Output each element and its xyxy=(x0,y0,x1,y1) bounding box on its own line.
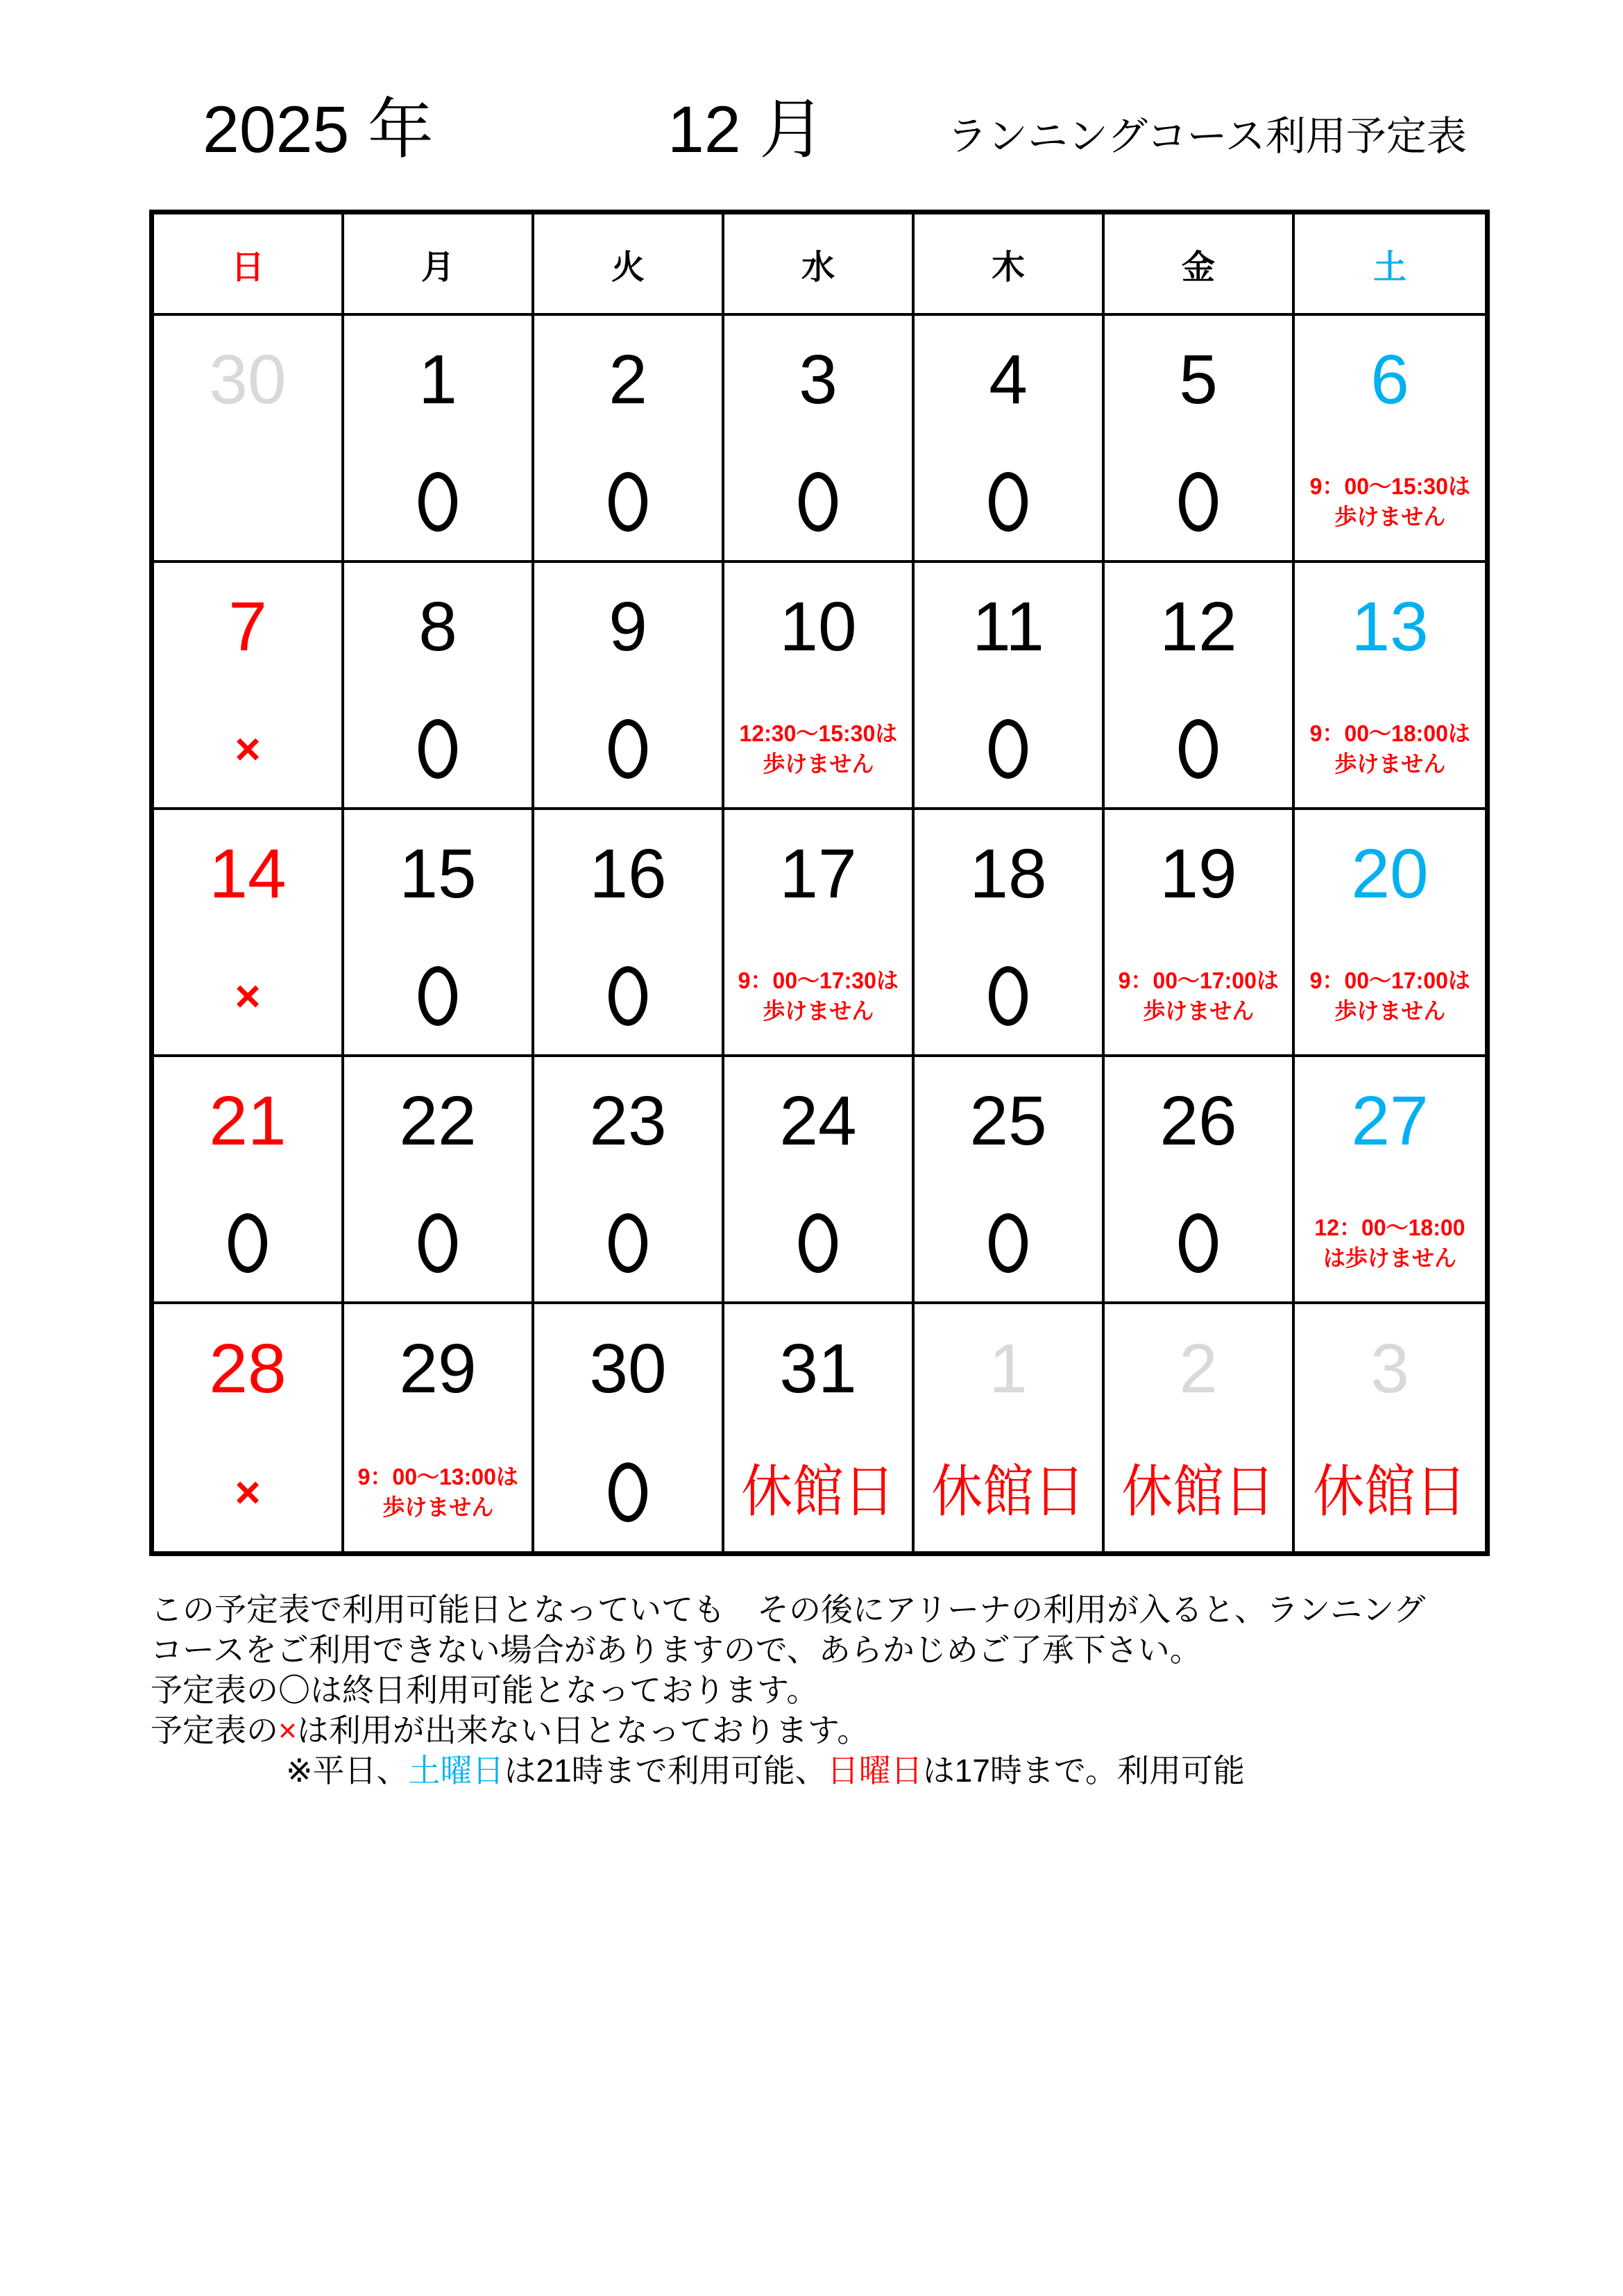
closed-day-label: 休館日 xyxy=(1313,1460,1467,1523)
date-number: 22 xyxy=(399,1081,477,1160)
date-number: 21 xyxy=(209,1081,287,1160)
day-cell xyxy=(344,316,534,563)
restricted-hours-note: 9：00～17:00は 歩けません xyxy=(1309,967,1470,1024)
date-number: 9 xyxy=(609,587,647,666)
day-cell xyxy=(1295,1304,1485,1551)
date-number: 29 xyxy=(399,1329,477,1408)
unavailable-cross-mark: × xyxy=(235,1467,261,1517)
mark-closed xyxy=(1295,1433,1485,1551)
unavailable-cross-mark: × xyxy=(235,970,261,1021)
mark-restricted xyxy=(724,937,912,1054)
date-number: 1 xyxy=(989,1329,1028,1408)
hours-note-segment: ※平日、 xyxy=(286,1753,409,1789)
date-number: 11 xyxy=(972,587,1044,666)
hours-note-segment: は21時まで利用可能、 xyxy=(504,1753,827,1789)
available-circle-mark xyxy=(799,1213,838,1273)
day-cell xyxy=(154,1057,344,1304)
unavailable-cross-mark: × xyxy=(235,723,261,774)
mark-available xyxy=(154,1184,341,1301)
footer-notes xyxy=(151,1589,1538,1791)
notice-line-2: コースをご利用できない場合がありますので、あらかじめご了承下さい。 xyxy=(151,1632,1202,1668)
date-number: 13 xyxy=(1351,587,1429,666)
mark-available xyxy=(344,443,532,560)
mark-available xyxy=(534,690,722,807)
date-number: 8 xyxy=(418,587,457,666)
legend-cross-line xyxy=(151,1712,869,1748)
mark-restricted xyxy=(724,690,912,807)
date-number: 16 xyxy=(589,834,667,913)
mark-restricted xyxy=(1295,690,1485,807)
date-number: 1 xyxy=(418,340,457,419)
date-number: 7 xyxy=(228,587,267,666)
date-number: 30 xyxy=(589,1329,667,1408)
mark-available xyxy=(534,1433,722,1551)
weekday-header-土: 土 xyxy=(1295,214,1485,316)
restricted-hours-note: 12:30～15:30は 歩けません xyxy=(739,720,897,777)
available-circle-mark xyxy=(418,1213,457,1273)
weekday-header-月: 月 xyxy=(344,214,534,316)
legend-circle-line: 予定表の〇は終日利用可能となっております。 xyxy=(151,1672,819,1708)
mark-unavailable xyxy=(154,937,341,1054)
hours-note-segment: 土曜日 xyxy=(408,1753,504,1789)
day-cell xyxy=(1105,810,1295,1057)
day-cell xyxy=(534,316,724,563)
closed-day-label: 休館日 xyxy=(931,1460,1085,1523)
date-number: 10 xyxy=(779,587,857,666)
mark-restricted xyxy=(1295,1184,1485,1301)
weekday-header-水: 水 xyxy=(724,214,915,316)
mark-available xyxy=(1105,443,1292,560)
available-circle-mark xyxy=(228,1213,267,1273)
available-circle-mark xyxy=(1179,1213,1218,1273)
day-cell xyxy=(1295,316,1485,563)
mark-available xyxy=(344,937,532,1054)
restricted-hours-note: 12：00～18:00 は歩けません xyxy=(1314,1214,1465,1271)
mark-restricted xyxy=(1295,937,1485,1054)
date-number: 3 xyxy=(799,340,838,419)
weekday-header-火: 火 xyxy=(534,214,724,316)
calendar-table xyxy=(149,210,1490,1556)
weekday-header-日: 日 xyxy=(154,214,344,316)
available-circle-mark xyxy=(418,472,457,532)
date-number: 2 xyxy=(609,340,647,419)
legend-cross-symbol: × xyxy=(278,1712,297,1748)
mark-restricted xyxy=(1105,937,1292,1054)
mark-closed xyxy=(1105,1433,1292,1551)
date-number: 19 xyxy=(1159,834,1237,913)
date-number: 14 xyxy=(209,834,287,913)
day-cell xyxy=(724,1057,915,1304)
notice-line-1: この予定表で利用可能日となっていても その後にアリーナの利用が入ると、ランニング xyxy=(151,1592,1426,1628)
day-cell xyxy=(915,1057,1105,1304)
available-circle-mark xyxy=(418,719,457,779)
closed-day-label: 休館日 xyxy=(741,1460,895,1523)
mark-available xyxy=(534,1184,722,1301)
sheet-title: ランニングコース利用予定表 xyxy=(947,114,1467,159)
legend-cross-post: は利用が出来ない日となっております。 xyxy=(296,1712,869,1748)
mark-available xyxy=(724,1184,912,1301)
day-cell xyxy=(915,316,1105,563)
restricted-hours-note: 9：00～17:30は 歩けません xyxy=(738,967,899,1024)
available-circle-mark xyxy=(989,966,1028,1026)
date-number: 23 xyxy=(589,1081,667,1160)
hours-note-segment: 日曜日 xyxy=(826,1753,923,1789)
mark-available xyxy=(1105,690,1292,807)
available-circle-mark xyxy=(989,472,1028,532)
day-cell xyxy=(344,810,534,1057)
restricted-hours-note: 9：00～18:00は 歩けません xyxy=(1309,720,1470,777)
day-cell xyxy=(534,810,724,1057)
available-circle-mark xyxy=(609,472,647,532)
day-cell xyxy=(1105,1057,1295,1304)
page-title-month: 12 月 xyxy=(668,93,826,167)
mark-available xyxy=(534,443,722,560)
available-circle-mark xyxy=(1179,719,1218,779)
date-number: 5 xyxy=(1179,340,1218,419)
mark-available xyxy=(724,443,912,560)
restricted-hours-note: 9：00～13:00は 歩けません xyxy=(357,1464,518,1520)
date-number: 15 xyxy=(399,834,477,913)
day-cell xyxy=(724,316,915,563)
notice-paragraph xyxy=(151,1589,1538,1670)
mark-restricted xyxy=(1295,443,1485,560)
date-number: 31 xyxy=(779,1329,857,1408)
available-circle-mark xyxy=(989,719,1028,779)
mark-available xyxy=(1105,1184,1292,1301)
date-number: 17 xyxy=(779,834,857,913)
day-cell xyxy=(724,1304,915,1551)
mark-empty xyxy=(154,443,341,560)
mark-restricted xyxy=(344,1433,532,1551)
mark-available xyxy=(344,690,532,807)
available-circle-mark xyxy=(609,719,647,779)
date-number: 30 xyxy=(209,340,287,419)
day-cell xyxy=(1105,1304,1295,1551)
day-cell xyxy=(344,1057,534,1304)
mark-available xyxy=(915,690,1102,807)
day-cell xyxy=(1105,316,1295,563)
closed-day-label: 休館日 xyxy=(1121,1460,1275,1523)
day-cell xyxy=(154,1304,344,1551)
day-cell xyxy=(154,563,344,810)
day-cell xyxy=(154,316,344,563)
date-number: 2 xyxy=(1179,1329,1218,1408)
date-number: 3 xyxy=(1370,1329,1409,1408)
hours-note-line xyxy=(286,1750,1245,1791)
day-cell xyxy=(344,1304,534,1551)
mark-available xyxy=(915,443,1102,560)
date-number: 12 xyxy=(1159,587,1237,666)
date-number: 25 xyxy=(969,1081,1047,1160)
mark-available xyxy=(915,937,1102,1054)
weekday-header-木: 木 xyxy=(915,214,1105,316)
date-number: 18 xyxy=(969,834,1047,913)
available-circle-mark xyxy=(609,966,647,1026)
date-number: 26 xyxy=(1159,1081,1237,1160)
legend-paragraph xyxy=(151,1670,1538,1791)
mark-available xyxy=(534,937,722,1054)
day-cell xyxy=(154,810,344,1057)
page-title-year: 2025 年 xyxy=(203,93,434,167)
day-cell xyxy=(915,1304,1105,1551)
mark-available xyxy=(915,1184,1102,1301)
date-number: 27 xyxy=(1351,1081,1429,1160)
mark-closed xyxy=(915,1433,1102,1551)
day-cell xyxy=(1295,563,1485,810)
mark-closed xyxy=(724,1433,912,1551)
day-cell xyxy=(534,563,724,810)
day-cell xyxy=(1295,810,1485,1057)
day-cell xyxy=(1105,563,1295,810)
date-number: 24 xyxy=(779,1081,857,1160)
day-cell xyxy=(915,810,1105,1057)
mark-unavailable xyxy=(154,1433,341,1551)
day-cell xyxy=(915,563,1105,810)
day-cell xyxy=(534,1057,724,1304)
date-number: 28 xyxy=(209,1329,287,1408)
day-cell xyxy=(724,563,915,810)
restricted-hours-note: 9：00～15:30は 歩けません xyxy=(1309,473,1470,530)
available-circle-mark xyxy=(418,966,457,1026)
day-cell xyxy=(344,563,534,810)
available-circle-mark xyxy=(1179,472,1218,532)
day-cell xyxy=(534,1304,724,1551)
available-circle-mark xyxy=(609,1462,647,1522)
available-circle-mark xyxy=(799,472,838,532)
available-circle-mark xyxy=(989,1213,1028,1273)
date-number: 20 xyxy=(1351,834,1429,913)
day-cell xyxy=(1295,1057,1485,1304)
hours-note-segment: は17時まで。利用可能 xyxy=(922,1753,1245,1789)
day-cell xyxy=(724,810,915,1057)
date-number: 6 xyxy=(1370,340,1409,419)
date-number: 4 xyxy=(989,340,1028,419)
restricted-hours-note: 9：00～17:00は 歩けません xyxy=(1118,967,1279,1024)
available-circle-mark xyxy=(609,1213,647,1273)
weekday-header-金: 金 xyxy=(1105,214,1295,316)
legend-cross-pre: 予定表の xyxy=(151,1712,278,1748)
mark-available xyxy=(344,1184,532,1301)
mark-unavailable xyxy=(154,690,341,807)
